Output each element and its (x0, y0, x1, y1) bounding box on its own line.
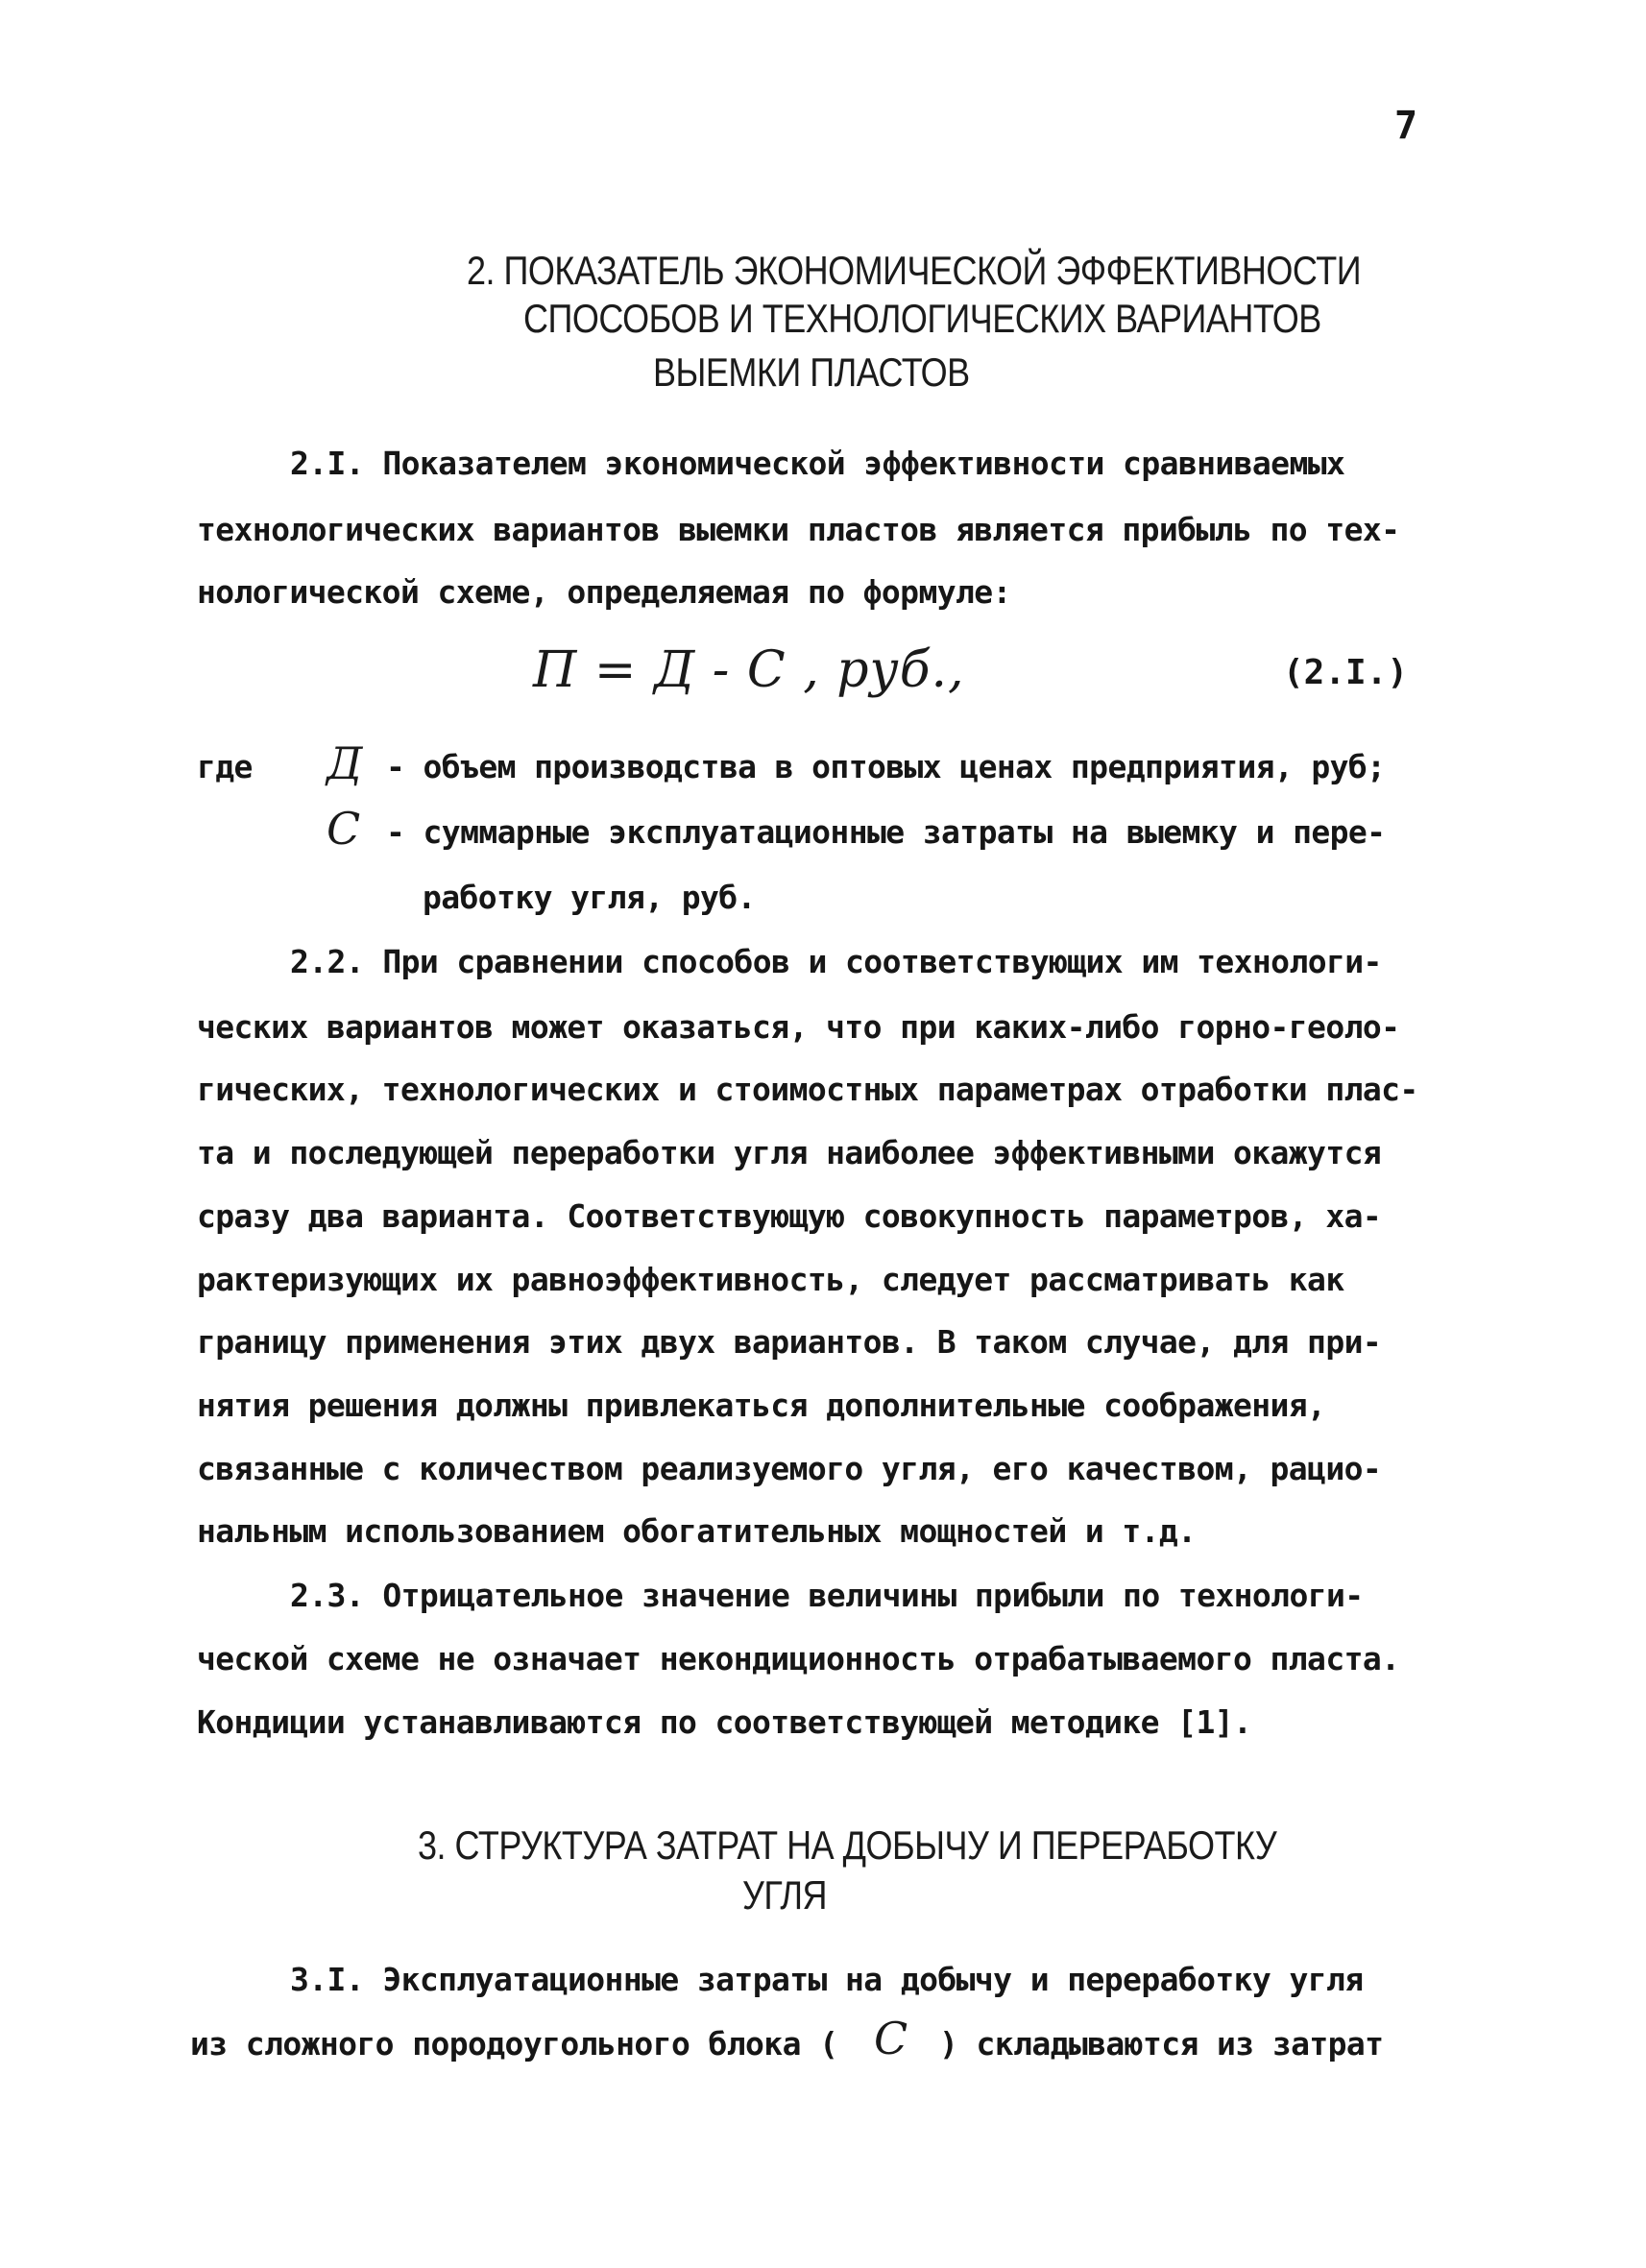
paragraph-2-2-line-2: ческих вариантов может оказаться, что при каких-либо горно-геоло- (197, 1008, 1400, 1046)
definition-d: - объем производства в оптовых ценах предприятия, руб; (386, 748, 1386, 785)
paragraph-3-1-line-2-end: ) складываются из затрат (939, 2025, 1384, 2063)
symbol-c: С (327, 803, 361, 855)
paragraph-2-2-line-8: нятия решения должны привлекаться дополнительные соображения, (197, 1387, 1326, 1424)
paragraph-2-2-line-4: та и последующей переработки угля наиболее эффективными окажутся (197, 1134, 1382, 1171)
paragraph-2-3-line-1: 2.3. Отрицательное значение величины прибыли по технологи- (290, 1577, 1364, 1614)
paragraph-3-1-line-2-start: из сложного породоугольного блока ( (190, 2025, 838, 2063)
definition-c-line-1: - суммарные эксплуатационные затраты на выемку и пере- (386, 813, 1386, 851)
paragraph-2-2-line-7: границу применения этих двух вариантов. В таком случае, для при- (197, 1323, 1382, 1361)
symbol-c-inline: С (874, 2013, 908, 2064)
paragraph-2-1-line-2: технологических вариантов выемки пластов является прибыль по тех- (197, 511, 1400, 548)
paragraph-2-2-line-3: гических, технологических и стоимостных параметрах отработки плас- (197, 1071, 1418, 1108)
paragraph-2-1-line-1: 2.I. Показателем экономической эффективности сравниваемых (290, 445, 1345, 482)
page-number: 7 (1394, 104, 1418, 148)
section-2-title-line-2: СПОСОБОВ И ТЕХНОЛОГИЧЕСКИХ ВАРИАНТОВ (523, 296, 1321, 342)
section-2-title-line-3: ВЫЕМКИ ПЛАСТОВ (653, 350, 970, 396)
paragraph-2-3-line-3: Кондиции устанавливаются по соответствующей методике [1]. (197, 1703, 1252, 1741)
section-2-title-line-1: 2. ПОКАЗАТЕЛЬ ЭКОНОМИЧЕСКОЙ ЭФФЕКТИВНОСТИ (467, 248, 1362, 294)
paragraph-2-2-line-5: сразу два варианта. Соответствующую совокупность параметров, ха- (197, 1197, 1382, 1235)
section-3-title-line-1: 3. СТРУКТУРА ЗАТРАТ НА ДОБЫЧУ И ПЕРЕРАБОТКУ (418, 1822, 1277, 1869)
paragraph-2-1-line-3: нологической схеме, определяемая по формуле: (197, 573, 1011, 611)
symbol-d: Д (327, 737, 363, 789)
paragraph-2-2-line-6: рактеризующих их равноэффективность, следует рассматривать как (197, 1261, 1344, 1298)
section-3-title-line-2: УГЛЯ (742, 1872, 827, 1918)
formula-number: (2.I.) (1283, 653, 1409, 692)
definition-c-line-2: работку угля, руб. (423, 879, 756, 916)
paragraph-2-3-line-2: ческой схеме не означает некондиционность отрабатываемого пласта. (197, 1640, 1400, 1677)
where-label: где (197, 748, 253, 785)
paragraph-2-2-line-1: 2.2. При сравнении способов и соответствующих им технологи- (290, 943, 1382, 980)
paragraph-2-2-line-9: связанные с количеством реализуемого угля, его качеством, рацио- (197, 1450, 1382, 1487)
paragraph-2-2-line-10: нальным использованием обогатительных мощностей и т.д. (197, 1512, 1197, 1550)
paragraph-3-1-line-1: 3.I. Эксплуатационные затраты на добычу и переработку угля (290, 1961, 1364, 1998)
profit-formula: П = Д - С , руб., (533, 641, 965, 699)
